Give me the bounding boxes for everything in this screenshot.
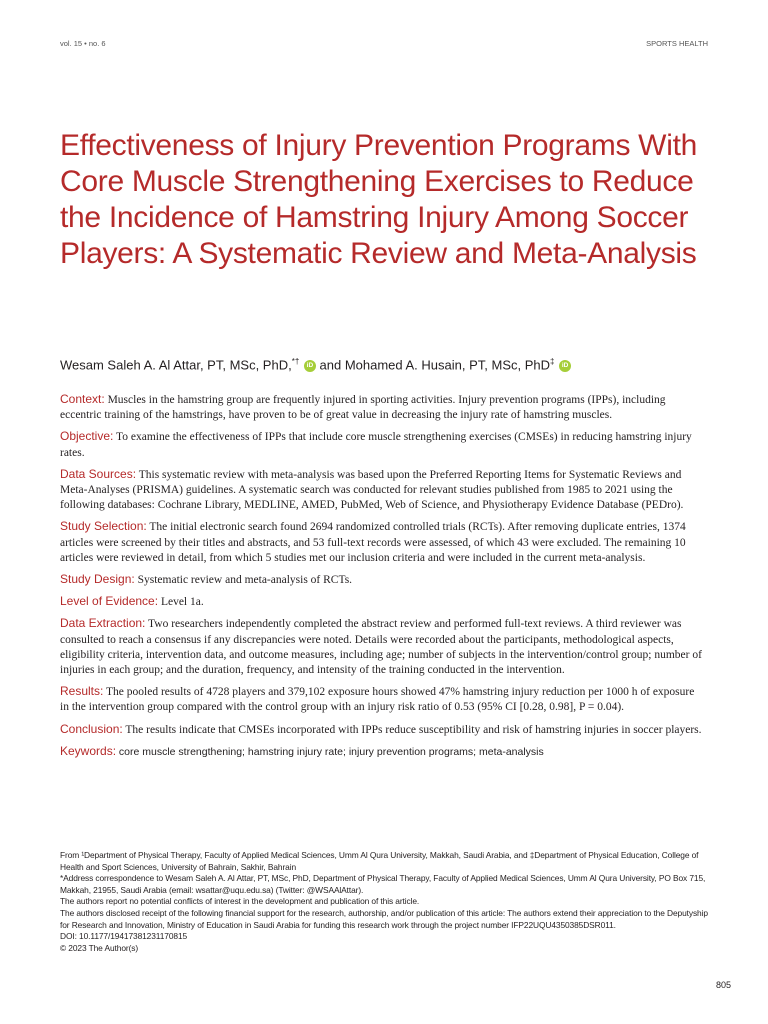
- section-label: Objective:: [60, 429, 114, 444]
- abstract-results: [60, 684, 702, 715]
- section-text: Two researchers independently completed the abstract review and performed full-text reviews. A third reviewer was consulted to reach a consensus if any discrepancies were noted. Details were recorded about the participants, methodological aspects, eligibility criteria, intervention data, and outcome measures, including age; number of subjects in the intervention/control group; number of injuries in each group; and the duration, frequency, and intensity of the training conducted in the intervention.: [60, 618, 702, 677]
- journal-volume-issue: vol. 15 • no. 6: [60, 39, 106, 48]
- author-line: [60, 357, 700, 372]
- orcid-icon[interactable]: iD: [559, 360, 571, 372]
- section-label: Context:: [60, 392, 105, 406]
- copyright: © 2023 The Author(s): [60, 942, 139, 953]
- journal-name: SPORTS HEALTH: [646, 39, 708, 48]
- section-label: Data Extraction:: [60, 616, 146, 631]
- section-text: This systematic review with meta-analysis was based upon the Preferred Reporting Items for Systematic Reviews and Meta-Analyses (PRISMA) guidelines. A systematic search was conducted for relevant studies published from 1985 to 2021 using the following databases: Cochrane Library, MEDLINE, AMED, PubMed, Web of Science, and Physiotherapy Evidence Database (PEDro).: [60, 468, 684, 512]
- section-text: The pooled results of 4728 players and 379,102 exposure hours showed 47% hamstring injury reduction per 1000 h of exposure in the intervention group compared with the control group with an injury risk ratio of 0.53 (95% CI [0.28, 0.98], P = 0.04).: [60, 686, 695, 714]
- section-label: Study Selection:: [60, 519, 147, 534]
- abstract-conclusion: [60, 722, 702, 738]
- section-label: Study Design:: [60, 572, 135, 587]
- abstract: [60, 392, 702, 766]
- author-2-marks: ‡: [550, 357, 555, 366]
- abstract-study-design: [60, 572, 702, 588]
- orcid-icon[interactable]: iD: [304, 360, 316, 372]
- section-label: Conclusion:: [60, 721, 123, 736]
- section-label: Level of Evidence:: [60, 594, 159, 609]
- section-text: Level 1a.: [160, 596, 204, 609]
- section-label: Data Sources:: [60, 466, 137, 481]
- page-number: 805: [715, 980, 731, 990]
- footnotes: [60, 850, 710, 954]
- article-title: Effectiveness of Injury Prevention Programs With Core Muscle Strengthening Exercises to Reduce the Incidence of Hamstring Injury Among Soccer Players: A Systematic Review and Meta-Analysis: [60, 129, 697, 270]
- conflict-note: The authors report no potential conflicts of interest in the development and publication of this article.: [60, 896, 420, 907]
- abstract-context: [60, 392, 702, 423]
- funding-note: The authors disclosed receipt of the following financial support for the research, authorship, and/or publication of this article: The authors extend their appreciation to the Deputyship for Research and Innovation, Ministry of Education in Saudi Arabia for funding this research work through the project number IFP22UQU4350385DSR011.: [60, 907, 708, 930]
- author-1-name: Wesam Saleh A. Al Attar, PT, MSc, PhD,: [60, 357, 292, 373]
- section-text: Systematic review and meta-analysis of RCTs.: [137, 574, 353, 587]
- section-label: Results:: [60, 684, 104, 699]
- running-header: [60, 39, 708, 48]
- doi: DOI: 10.1177/19417381231170815: [60, 931, 188, 942]
- section-text: The results indicate that CMSEs incorporated with IPPs reduce susceptibility and risk of hamstring injuries in soccer players.: [125, 723, 702, 736]
- affiliations-note: From ¹Department of Physical Therapy, Faculty of Applied Medical Sciences, Umm Al Qura University, Makkah, Saudi Arabia, and ‡Department of Physical Education, College of Health and Sport Sciences, University of Bahrain, Sakhir, Bahrain: [60, 850, 699, 872]
- abstract-objective: [60, 429, 702, 460]
- author-2-name: Mohamed A. Husain, PT, MSc, PhD: [344, 357, 551, 373]
- abstract-keywords: [60, 744, 702, 760]
- abstract-study-selection: [60, 519, 702, 566]
- abstract-level-of-evidence: [60, 594, 702, 610]
- author-connector: and: [315, 357, 345, 373]
- abstract-data-extraction: [60, 616, 702, 678]
- abstract-data-sources: [60, 467, 702, 514]
- section-label: Keywords:: [60, 743, 117, 758]
- author-1-marks: *†: [291, 357, 300, 366]
- correspondence-note: *Address correspondence to Wesam Saleh A. Al Attar, PT, MSc, PhD, Department of Physical Therapy, Faculty of Applied Medical Sciences, Umm Al Qura University, PO Box 715, Makkah, 21955, Saudi Arabia (email: wsattar@uqu.edu.sa) (Twitter: @WSAAlAttar).: [60, 873, 706, 895]
- section-text: Muscles in the hamstring group are frequently injured in sporting activities. Injury prevention programs (IPPs), including eccentric training of the hamstrings, have proven to be of great value in decreasing the injury rate of hamstring muscles.: [60, 394, 666, 422]
- keywords-text: core muscle strengthening; hamstring injury rate; injury prevention programs; meta-analysis: [118, 745, 544, 758]
- section-text: The initial electronic search found 2694 randomized controlled trials (RCTs). After removing duplicate entries, 1374 articles were screened by their titles and abstracts, and 53 full-text records were assessed, of which 43 were excluded. The remaining 10 articles were reviewed in detail, from which 5 studies met our inclusion criteria and were included in the current meta-analysis.: [60, 521, 686, 564]
- section-text: To examine the effectiveness of IPPs that include core muscle strengthening exercises (CMSEs) in reducing hamstring injury rates.: [60, 431, 692, 459]
